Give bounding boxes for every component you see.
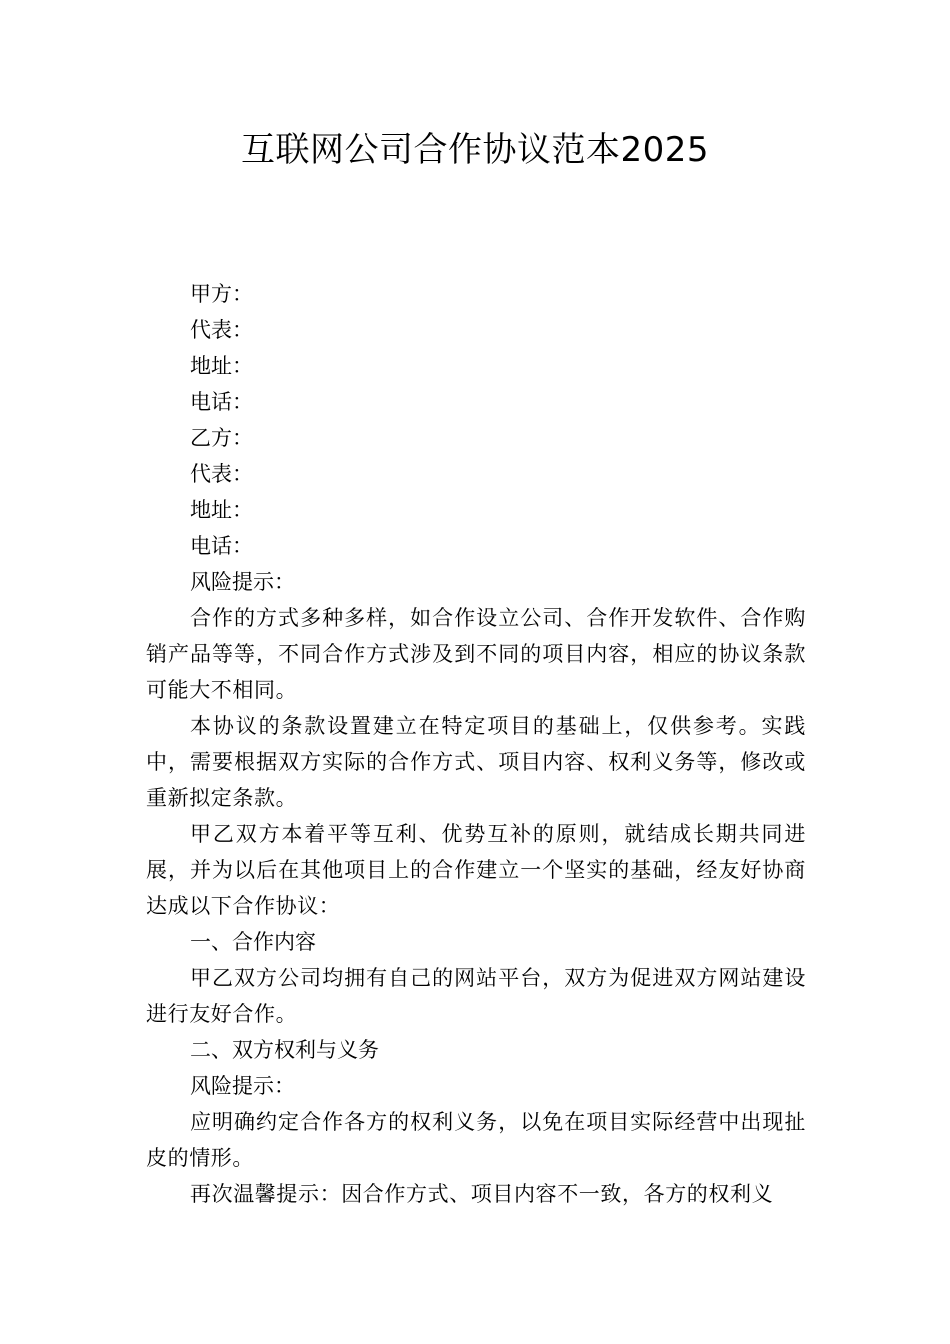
intro-paragraph: 合作的方式多种多样，如合作设立公司、合作开发软件、合作购销产品等等，不同合作方式涉及到不同的项目内容，相应的协议条款可能大不相同。 <box>146 606 806 702</box>
party-b-label: 乙方： <box>190 426 253 450</box>
risk-notice-heading: 风险提示： <box>190 570 295 594</box>
intro-paragraph: 甲乙双方本着平等互利、优势互补的原则，就结成长期共同进展，并为以后在其他项目上的合作建立一个坚实的基础，经友好协商达成以下合作协议： <box>146 822 806 918</box>
party-b-phone-label: 电话： <box>190 534 253 558</box>
section-2-heading: 二、双方权利与义务 <box>190 1038 379 1062</box>
party-a-representative-label: 代表： <box>190 318 253 342</box>
intro-paragraph: 本协议的条款设置建立在特定项目的基础上，仅供参考。实践中，需要根据双方实际的合作方式、项目内容、权利义务等，修改或重新拟定条款。 <box>146 714 806 810</box>
party-a-phone-label: 电话： <box>190 390 253 414</box>
reminder-paragraph: 再次温馨提示：因合作方式、项目内容不一致，各方的权利义 <box>190 1182 774 1206</box>
document-title: 互联网公司合作协议范本2025 <box>240 130 710 170</box>
section-2-risk-paragraph: 应明确约定合作各方的权利义务，以免在项目实际经营中出现扯皮的情形。 <box>146 1110 806 1170</box>
risk-notice-heading: 风险提示： <box>190 1074 295 1098</box>
section-1-heading: 一、合作内容 <box>190 930 316 954</box>
section-1-paragraph: 甲乙双方公司均拥有自己的网站平台，双方为促进双方网站建设进行友好合作。 <box>146 966 806 1026</box>
party-b-representative-label: 代表： <box>190 462 253 486</box>
party-a-label: 甲方： <box>190 282 253 306</box>
party-b-address-label: 地址： <box>190 498 253 522</box>
document-body <box>146 276 806 1212</box>
party-a-address-label: 地址： <box>190 354 253 378</box>
